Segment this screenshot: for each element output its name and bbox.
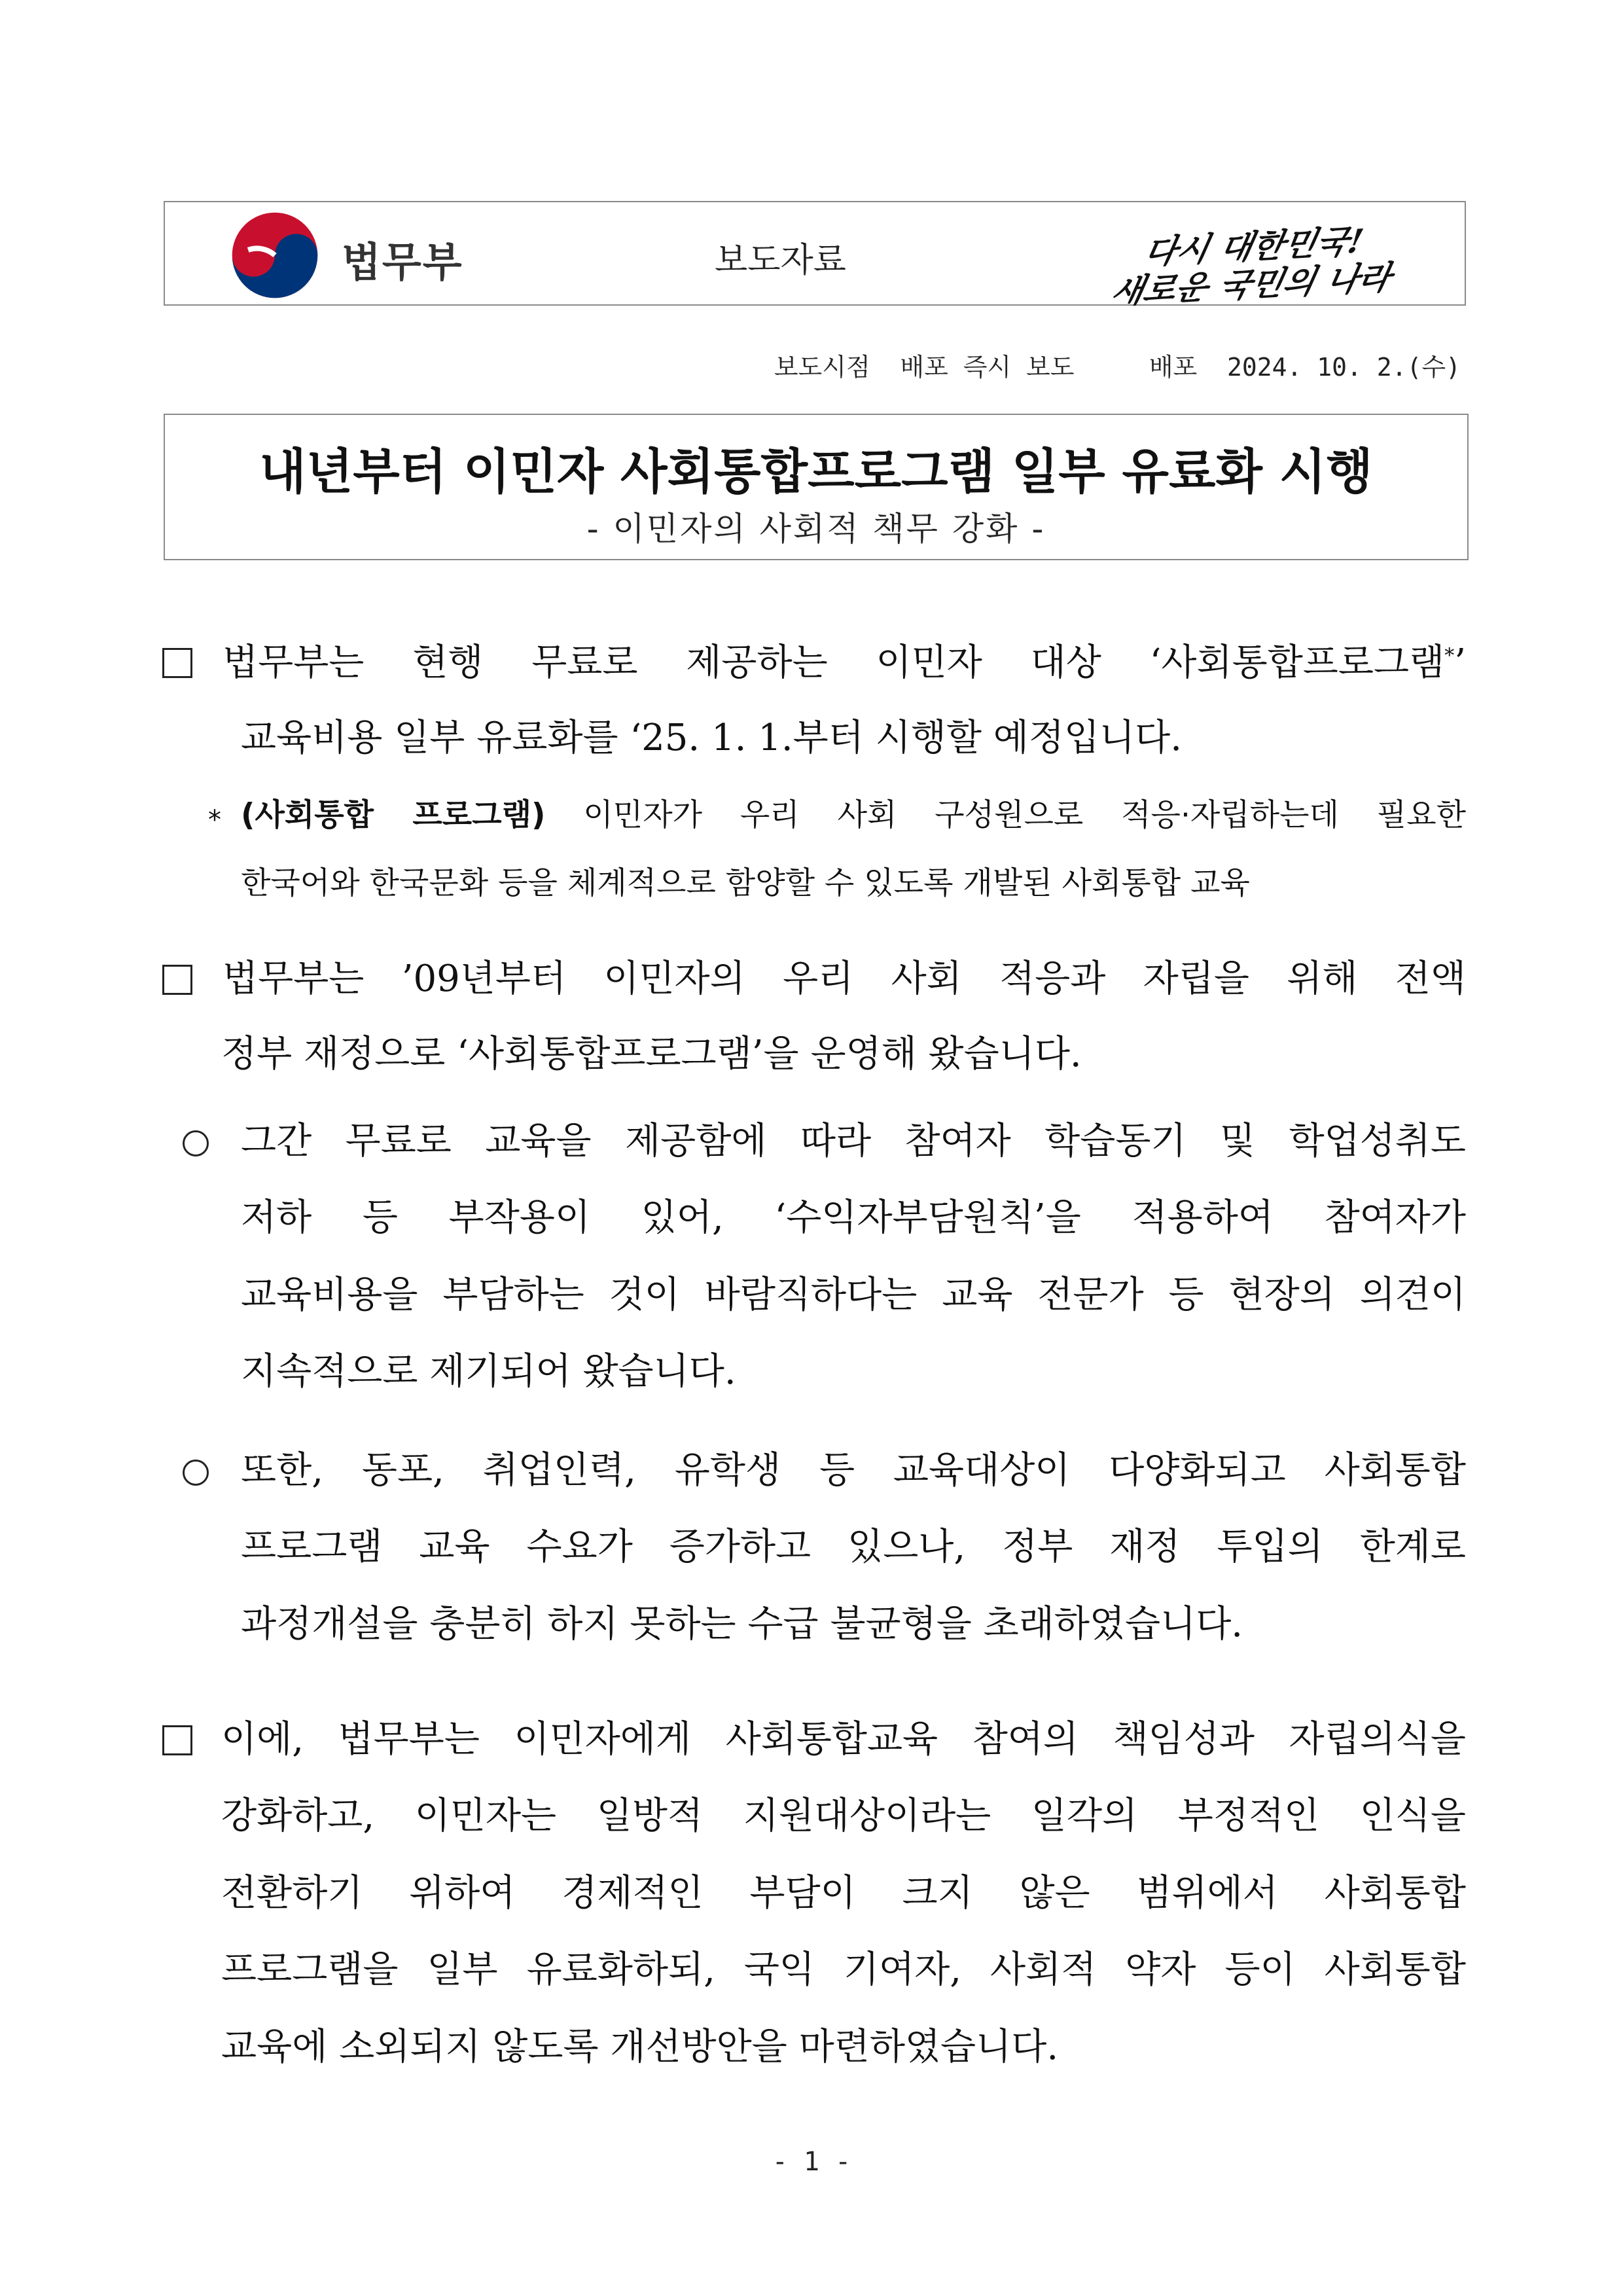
bullet-2-line-1: 또한, 동포, 취업인력, 유학생 등 교육대상이 다양화되고 사회통합 — [241, 1449, 1466, 1492]
paragraph-2-line-1: 법무부는 ’09년부터 이민자의 우리 사회 적응과 자립을 위해 전액 — [223, 958, 1466, 1000]
slogan-logo — [1107, 217, 1448, 311]
checkbox-bullet-icon — [162, 965, 192, 995]
page-number: - 1 - — [772, 2147, 851, 2177]
slogan-line-1: 다시 대한민국! — [1141, 221, 1367, 272]
paragraph-3-line-5: 교육에 소외되지 않도록 개선방안을 마련하였습니다. — [221, 2026, 1059, 2068]
paragraph-3-line-3: 전환하기 위하여 경제적인 부담이 크지 않은 범위에서 사회통합 — [221, 1872, 1466, 1914]
footnote-marker: * — [208, 805, 221, 835]
paragraph-3-line-4: 프로그램을 일부 유료화하되, 국익 기여자, 사회적 약자 등이 사회통합 — [221, 1948, 1466, 1991]
checkbox-bullet-icon — [162, 1725, 192, 1755]
footnote-line-1: (사회통합 프로그램) 이민자가 우리 사회 구성원으로 적응·자립하는데 필요한 — [241, 797, 1467, 833]
paragraph-3-line-2: 강화하고, 이민자는 일방적 지원대상이라는 일각의 부정적인 인식을 — [221, 1795, 1466, 1837]
checkbox-bullet-icon — [162, 648, 192, 678]
bullet-2-line-3: 과정개설을 충분히 하지 못하는 수급 불균형을 초래하였습니다. — [241, 1603, 1243, 1645]
document-type-label: 보도자료 — [715, 241, 846, 280]
ministry-name: 법무부 — [342, 238, 463, 286]
header-box — [164, 201, 1466, 311]
release-info: 보도시점 배포 즉시 보도 배포 2024. 10. 2.(수) — [774, 353, 1461, 382]
circle-bullet-icon — [183, 1130, 209, 1157]
ministry-emblem-icon — [230, 211, 319, 300]
title-box — [164, 414, 1469, 560]
bullet-1-line-3: 교육비용을 부담하는 것이 바람직하다는 교육 전문가 등 현장의 의견이 — [241, 1274, 1466, 1316]
bullet-1-line-2: 저하 등 부작용이 있어, ‘수익자부담원칙’을 적용하여 참여자가 — [241, 1196, 1466, 1239]
paragraph-2-line-2: 정부 재정으로 ‘사회통합프로그램’을 운영해 왔습니다. — [221, 1033, 1082, 1075]
circle-bullet-icon — [183, 1460, 209, 1486]
paragraph-1-line-2: 교육비용 일부 유료화를 ‘25. 1. 1.부터 시행할 예정입니다. — [241, 717, 1183, 759]
page-title: 내년부터 이민자 사회통합프로그램 일부 유료화 시행 — [259, 444, 1373, 500]
bullet-2-line-2: 프로그램 교육 수요가 증가하고 있으나, 정부 재정 투입의 한계로 — [241, 1526, 1466, 1568]
footnote-line-2: 한국어와 한국문화 등을 체계적으로 함양할 수 있도록 개발된 사회통합 교육 — [241, 865, 1250, 901]
paragraph-1-line-1: 법무부는 현행 무료로 제공하는 이민자 대상 ‘사회통합프로그램*’ — [223, 641, 1466, 684]
bullet-1-line-1: 그간 무료로 교육을 제공함에 따라 참여자 학습동기 및 학업성취도 — [241, 1120, 1466, 1162]
page-subtitle: - 이민자의 사회적 책무 강화 - — [586, 510, 1046, 548]
slogan-line-2: 새로운 국민의 나라 — [1108, 258, 1395, 311]
paragraph-3-line-1: 이에, 법무부는 이민자에게 사회통합교육 참여의 책임성과 자립의식을 — [221, 1718, 1466, 1761]
bullet-1-line-4: 지속적으로 제기되어 왔습니다. — [241, 1350, 736, 1393]
